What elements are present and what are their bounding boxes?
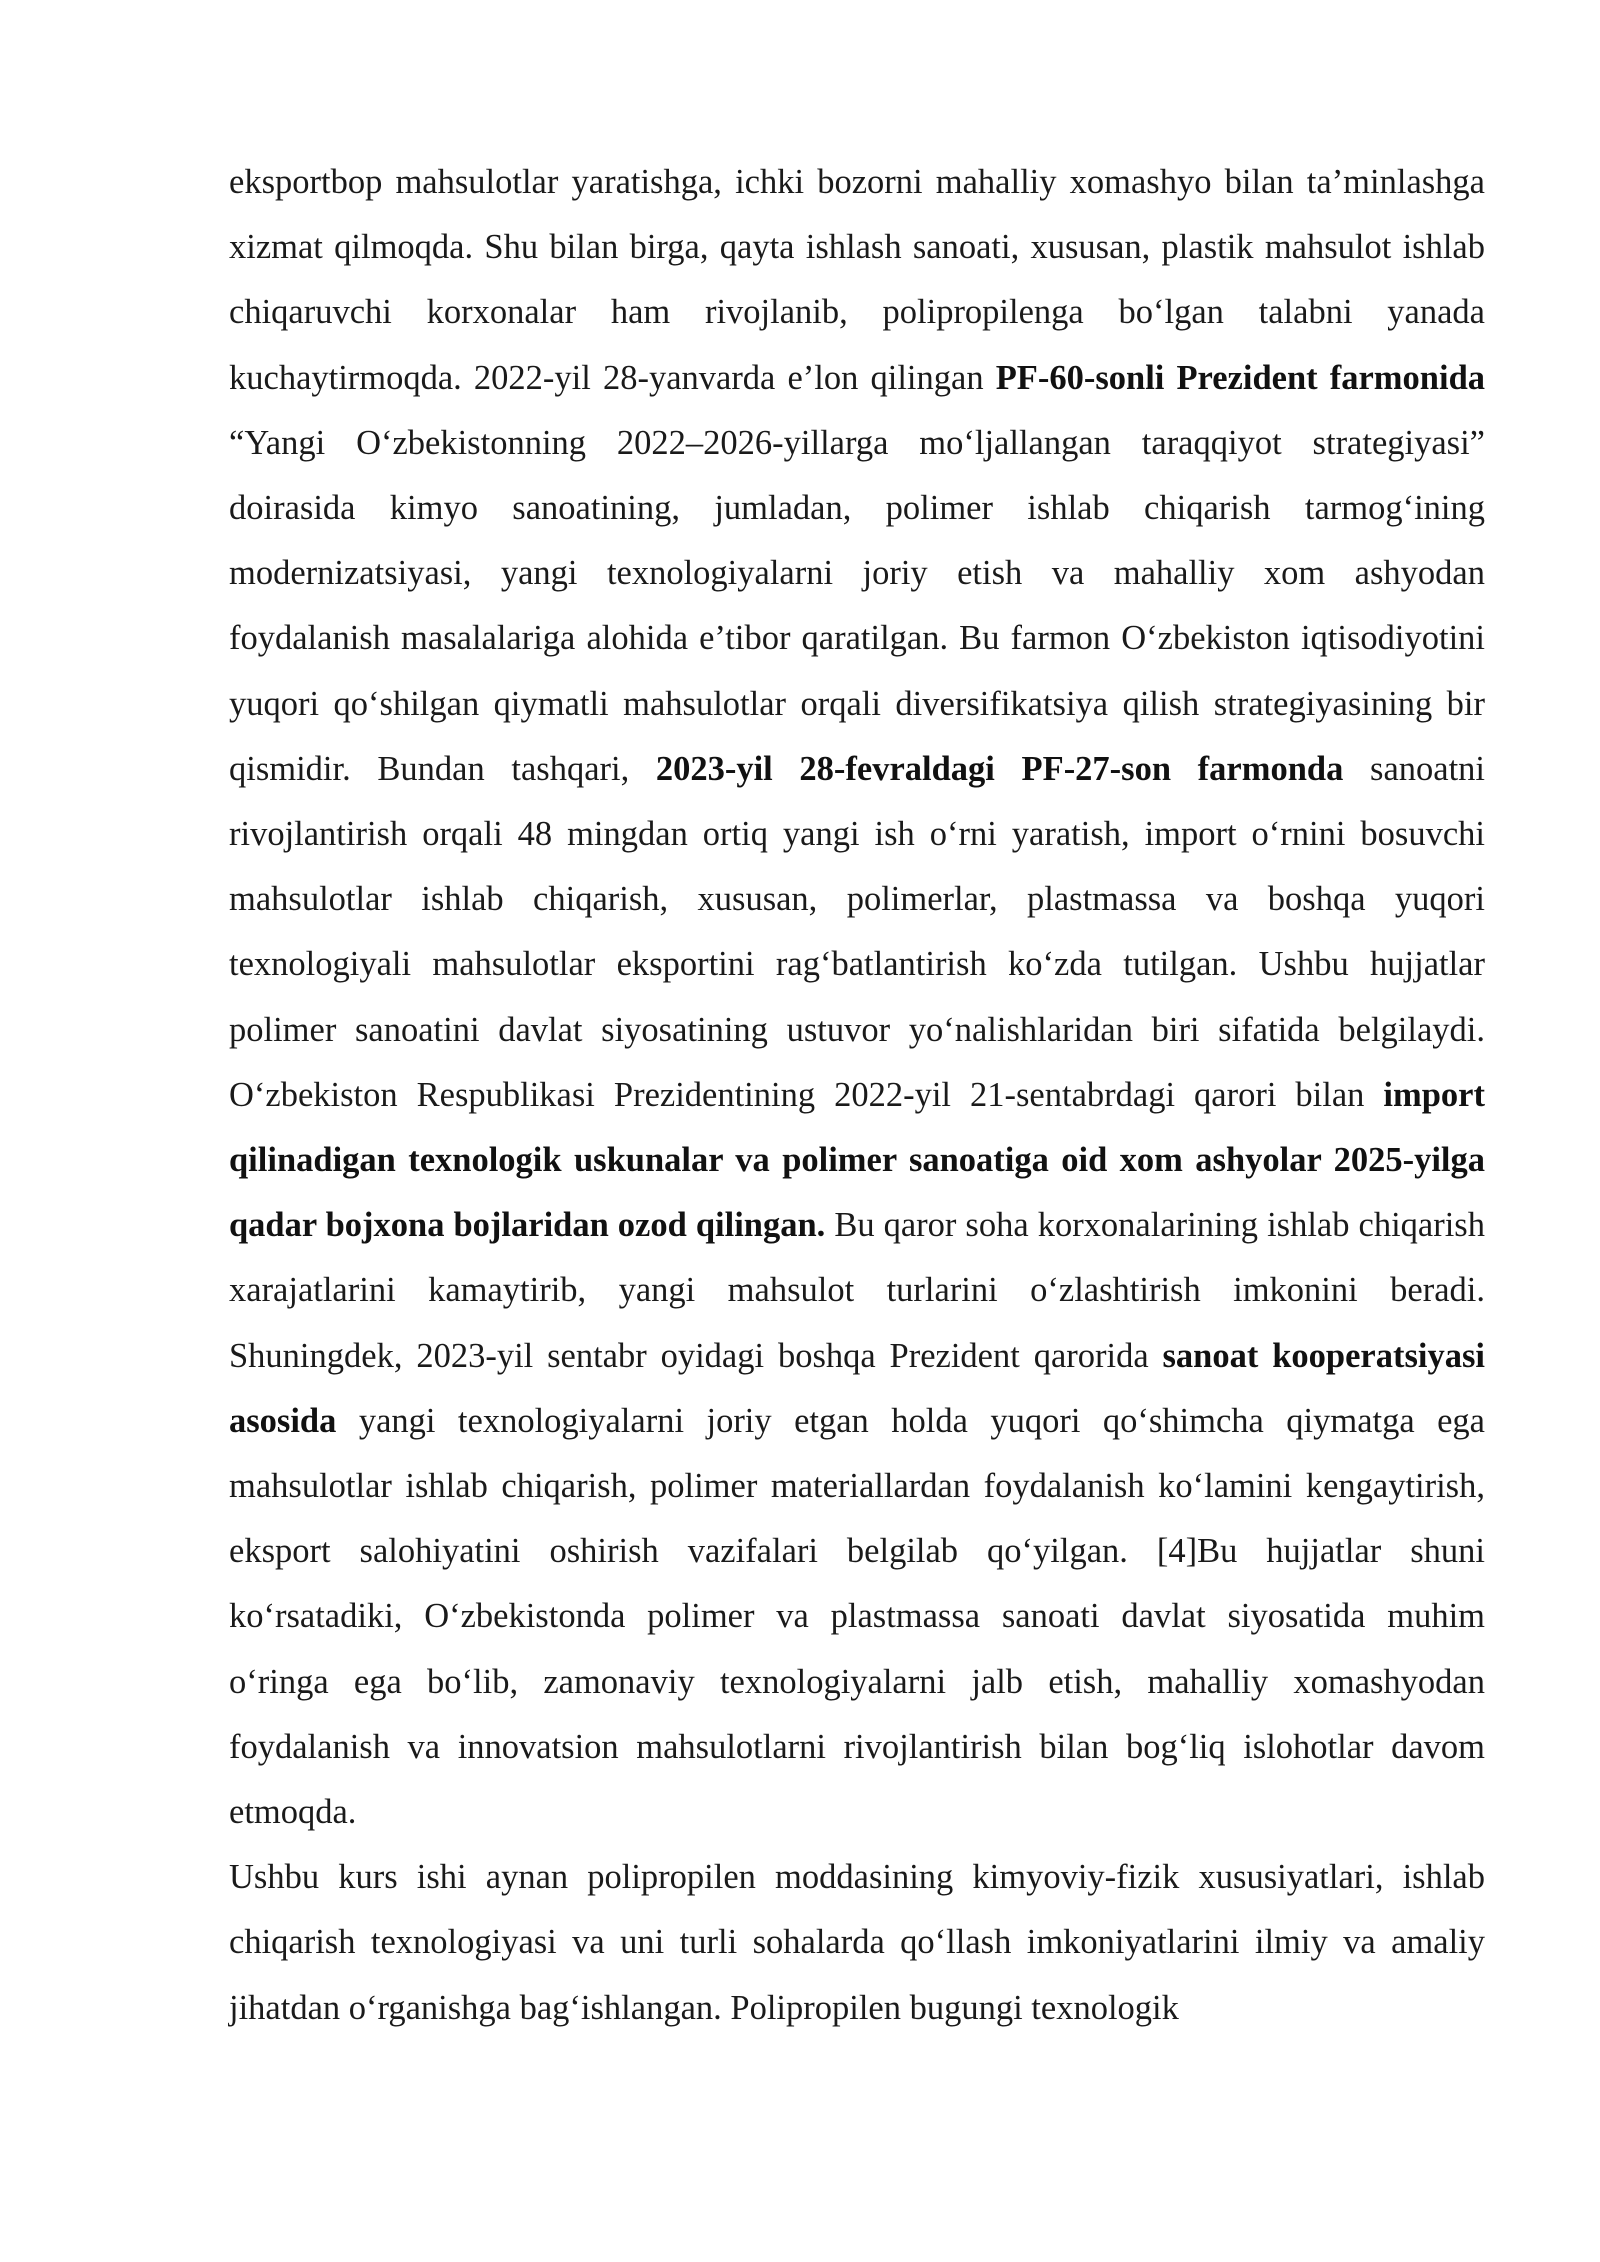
paragraph-1 xyxy=(229,150,1485,1845)
text-run: “Yangi O‘zbekistonning 2022–2026-yillarga mo‘ljallangan taraqqiyot strategiyasi” doirasida kimyo sanoatining, jumladan, polimer ishlab chiqarish tarmog‘ining modernizatsiyasi, yangi texnologiyalarni joriy etish va mahalliy xom ashyodan foydalanish masalalariga alohida e’tibor qaratilgan. Bu farmon O‘zbekiston iqtisodiyotini yuqori qo‘shilgan qiymatli mahsulotlar orqali diversifikatsiya qilish strategiyasining bir qismidir. Bundan tashqari, xyxy=(229,423,1485,788)
text-run: sanoatni rivojlantirish orqali 48 mingdan ortiq yangi ish o‘rni yaratish, import o‘rnini bosuvchi mahsulotlar ishlab chiqarish, xususan, polimerlar, plastmassa va boshqa yuqori texnologiyali mahsulotlar eksportini rag‘batlantirish ko‘zda tutilgan. Ushbu hujjatlar polimer sanoatini davlat siyosatining ustuvor yo‘nalishlaridan biri sifatida belgilaydi. O‘zbekiston Respublikasi Prezidentining 2022-yil 21-sentabrdagi qarori bilan xyxy=(229,749,1485,1114)
text-run: Bu qaror soha korxonalarining ishlab chiqarish xarajatlarini kamaytirib, yangi mahsulot turlarini o‘zlashtirish imkonini beradi. Shuningdek, 2023-yil sentabr oyidagi boshqa Prezident qarorida xyxy=(229,1206,1485,1375)
bold-text-run: PF-60-sonli Prezident farmonida xyxy=(995,358,1486,397)
paragraph-2 xyxy=(229,1845,1485,2041)
text-run: eksportbop mahsulotlar yaratishga, ichki bozorni mahalliy xomashyo bilan ta’minlashga xizmat qilmoqda. Shu bilan birga, qayta ishlash sanoati, xususan, plastik mahsulot ishlab chiqaruvchi korxonalar ham rivojlanib, polipropilenga bo‘lgan talabni yanada kuchaytirmoqda. 2022-yil 28-yanvarda e’lon qilingan xyxy=(229,163,1485,397)
bold-text-run: import qilinadigan texnologik uskunalar va polimer sanoatiga oid xom ashyolar 2025-yilga qadar bojxona bojlaridan ozod qilingan. xyxy=(229,1075,1485,1245)
text-run: Ushbu kurs ishi aynan polipropilen moddasining kimyoviy-fizik xususiyatlari, ishlab chiqarish texnologiyasi va uni turli sohalarda qo‘llash imkoniyatlarini ilmiy va amaliy jihatdan o‘rganishga bag‘ishlangan. Polipropilen bugungi texnologik xyxy=(229,1858,1485,2027)
bold-text-run: sanoat kooperatsiyasi asosida xyxy=(229,1336,1485,1440)
text-run: yangi texnologiyalarni joriy etgan holda yuqori qo‘shimcha qiymatga ega mahsulotlar ishlab chiqarish, polimer materiallardan foydalanish ko‘lamini kengaytirish, eksport salohiyatini oshirish vazifalari belgilab qo‘yilgan. [4]Bu hujjatlar shuni ko‘rsatadiki, O‘zbekistonda polimer va plastmassa sanoati davlat siyosatida muhim o‘ringa ega bo‘lib, zamonaviy texnologiyalarni jalb etish, mahalliy xomashyodan foydalanish va innovatsion mahsulotlarni rivojlantirish bilan bog‘liq islohotlar davom etmoqda. xyxy=(229,1401,1485,1832)
body-text xyxy=(229,150,1485,2041)
bold-text-run: 2023-yil 28-fevraldagi PF-27-son farmonda xyxy=(655,749,1344,788)
